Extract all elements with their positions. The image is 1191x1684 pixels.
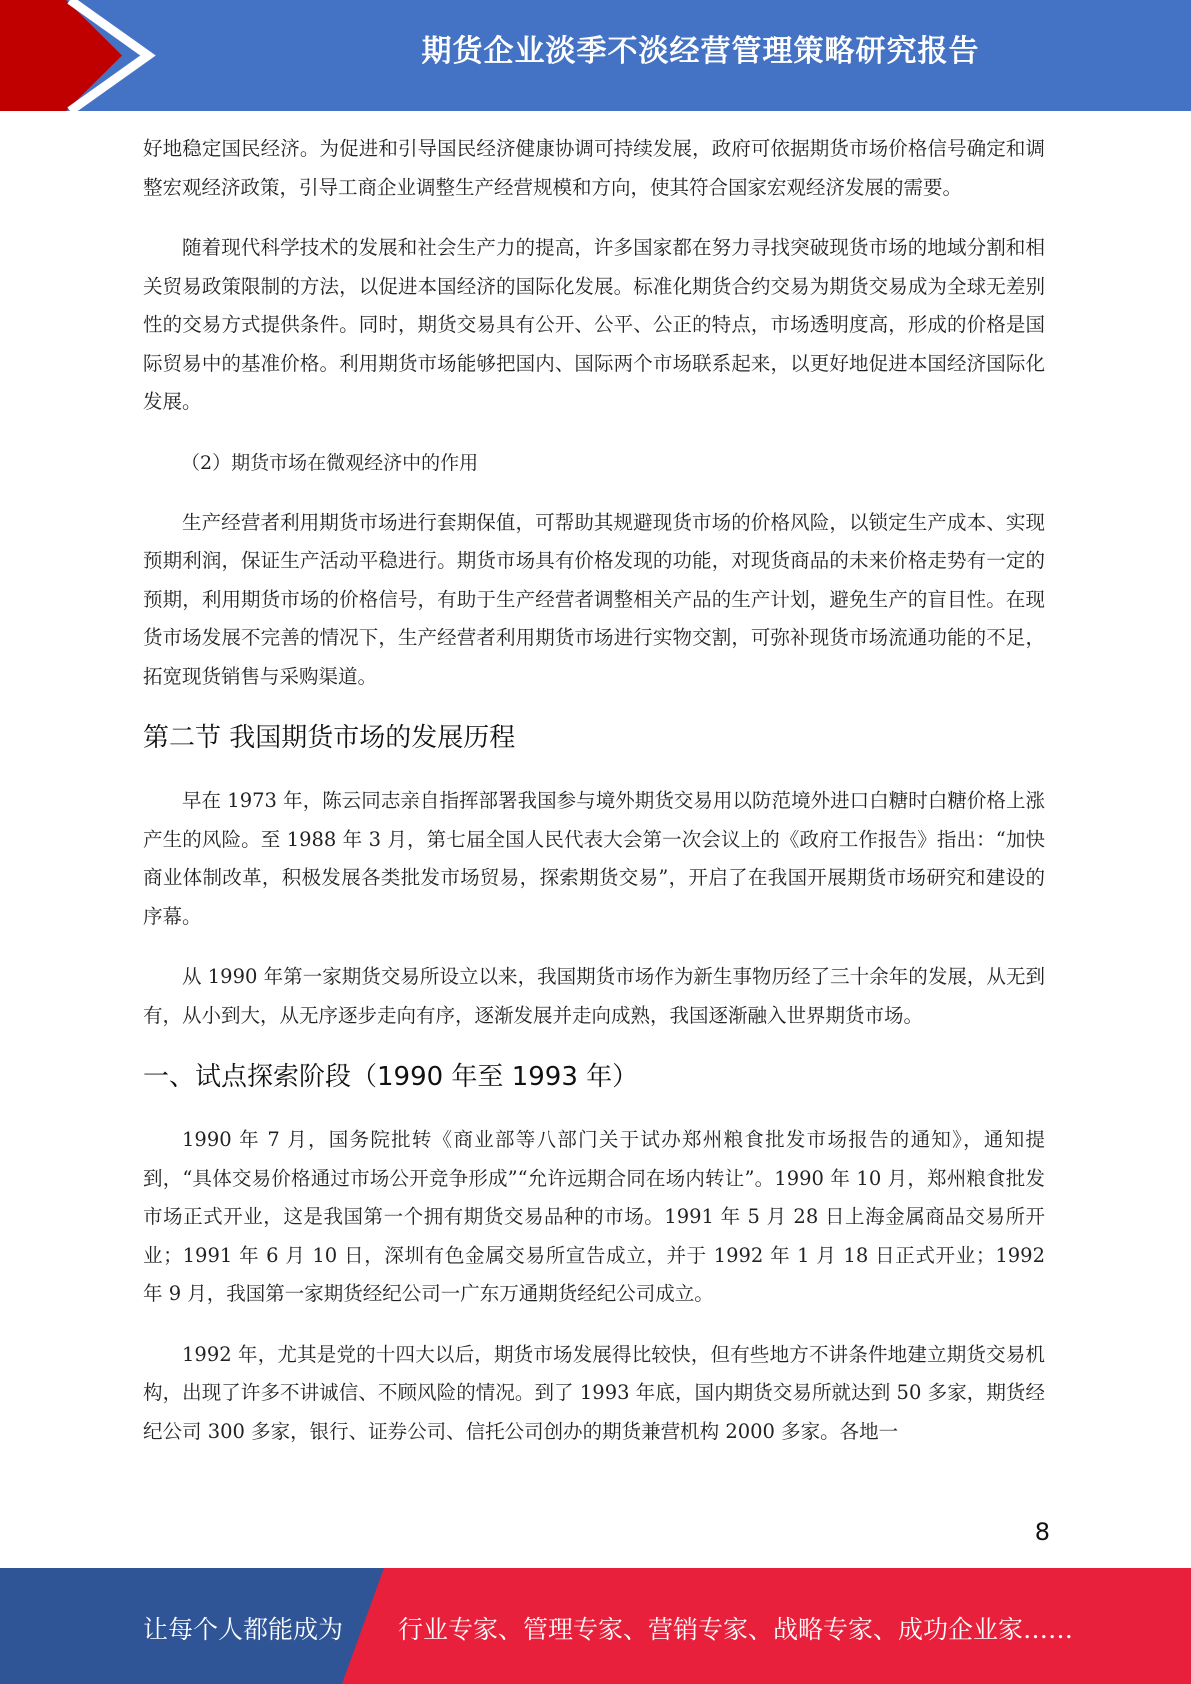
section-heading: 一、试点探索阶段（1990 年至 1993 年） xyxy=(143,1062,639,1092)
footer-slogan-left: 让每个人都能成为 xyxy=(143,1615,344,1644)
paragraph: 1990 年 7 月，国务院批转《商业部等八部门关于试办郑州粮食批发市场报告的通知》，通知提到，“具体交易价格通过市场公开竞争形成”“允许远期合同在场内转让”。1990 年 10 月，郑州粮食批发市场正式开业，这是我国第一个拥有期货交易品种的市场。1991 年 5 月 28 日上海金属商品交易所开业；1991 年 6 月 10 日，深圳有色金属交易所宣告成立，并于 1992 年 1 月 18 日正式开业；1992 年 9 月，我国第一家期货经纪公司一广东万通期货经纪公司成立。 xyxy=(143,1128,1045,1305)
page-header xyxy=(0,0,1191,111)
paragraph: 生产经营者利用期货市场进行套期保值，可帮助其规避现货市场的价格风险，以锁定生产成本、实现预期利润，保证生产活动平稳进行。期货市场具有价格发现的功能，对现货商品的未来价格走势有一定的预期，利用期货市场的价格信号，有助于生产经营者调整相关产品的生产计划，避免生产的盲目性。在现货市场发展不完善的情况下，生产经营者利用期货市场进行实物交割，可弥补现货市场流通功能的不足，拓宽现货销售与采购渠道。 xyxy=(143,510,1045,688)
subheading: （2）期货市场在微观经济中的作用 xyxy=(181,451,479,474)
footer-slogan-right: 行业专家、管理专家、营销专家、战略专家、成功企业家…… xyxy=(398,1615,1074,1644)
paragraph: 从 1990 年第一家期货交易所设立以来，我国期货市场作为新生事物历经了三十余年的发展，从无到有，从小到大，从无序逐步走向有序，逐渐发展并走向成熟，我国逐渐融入世界期货市场。 xyxy=(143,965,1045,1027)
page-footer xyxy=(0,1568,1191,1684)
paragraph: 随着现代科学技术的发展和社会生产力的提高，许多国家都在努力寻找突破现货市场的地域分割和相关贸易政策限制的方法，以促进本国经济的国际化发展。标准化期货合约交易为期货交易成为全球无差别性的交易方式提供条件。同时，期货交易具有公开、公平、公正的特点，市场透明度高，形成的价格是国际贸易中的基准价格。利用期货市场能够把国内、国际两个市场联系起来，以更好地促进本国经济国际化发展。 xyxy=(143,236,1045,413)
page-number: 8 xyxy=(1034,1518,1050,1546)
header-chevron-decoration xyxy=(0,0,160,111)
paragraph: 早在 1973 年，陈云同志亲自指挥部署我国参与境外期货交易用以防范境外进口白糖时白糖价格上涨产生的风险。至 1988 年 3 月，第七届全国人民代表大会第一次会议上的《政府工作报告》指出：“加快商业体制改革，积极发展各类批发市场贸易，探索期货交易”，开启了在我国开展期货市场研究和建设的序幕。 xyxy=(143,789,1045,928)
paragraph: 1992 年，尤其是党的十四大以后，期货市场发展得比较快，但有些地方不讲条件地建立期货交易机构，出现了许多不讲诚信、不顾风险的情况。到了 1993 年底，国内期货交易所就达到 50 多家，期货经纪公司 300 多家，银行、证券公司、信托公司创办的期货兼营机构 2000 多家。各地一 xyxy=(143,1342,1045,1443)
page-body xyxy=(143,130,1045,1473)
paragraph: 好地稳定国民经济。为促进和引导国民经济健康协调可持续发展，政府可依据期货市场价格信号确定和调整宏观经济政策，引导工商企业调整生产经营规模和方向，使其符合国家宏观经济发展的需要。 xyxy=(143,137,1045,199)
header-title: 期货企业淡季不淡经营管理策略研究报告 xyxy=(421,34,980,69)
section-heading: 第二节 我国期货市场的发展历程 xyxy=(143,723,516,753)
